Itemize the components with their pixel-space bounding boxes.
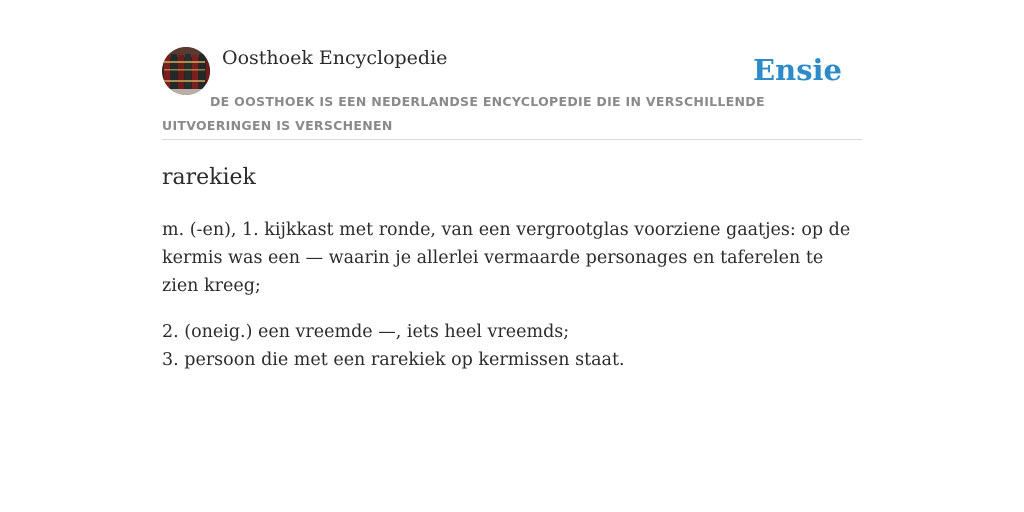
- definition-3: 3. persoon die met een rarekiek op kermissen staat.: [162, 350, 625, 370]
- source-avatar[interactable]: [162, 47, 210, 95]
- ensie-logo-link[interactable]: Ensie: [753, 53, 842, 87]
- source-header: [162, 46, 862, 140]
- definition-1: m. (-en), 1. kijkkast met ronde, van een vergrootglas voorziene gaatjes: op de kermis was een — waarin je allerlei vermaarde personages en taferelen te zien kreeg;: [162, 220, 851, 296]
- entry-body: [162, 216, 862, 392]
- entry-title: rarekiek: [162, 165, 256, 190]
- entry-paragraph: [162, 318, 862, 374]
- definition-2: 2. (oneig.) een vreemde —, iets heel vreemds;: [162, 322, 570, 342]
- entry-paragraph: [162, 216, 862, 300]
- book-spines-icon: [162, 47, 210, 95]
- source-title[interactable]: Oosthoek Encyclopedie: [222, 47, 448, 69]
- source-description: DE OOSTHOEK IS EEN NEDERLANDSE ENCYCLOPEDIE DIE IN VERSCHILLENDE UITVOERINGEN IS VERSCHENEN: [162, 94, 765, 133]
